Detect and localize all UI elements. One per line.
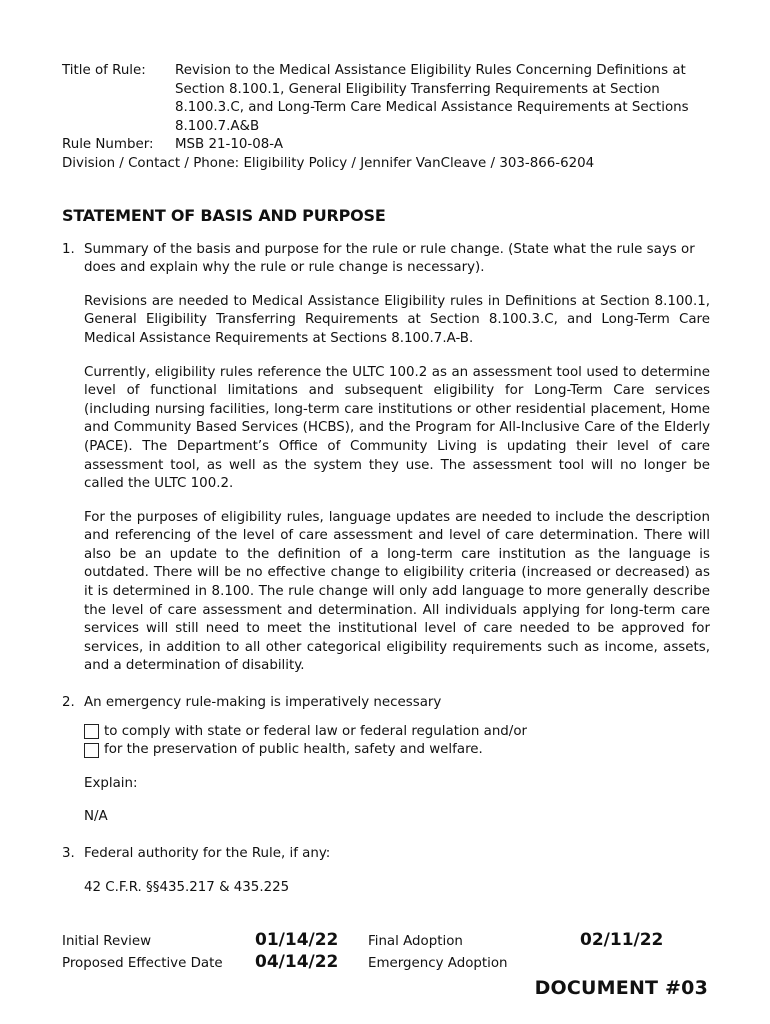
final-adoption-label: Final Adoption: [368, 934, 463, 949]
document-page: [62, 62, 710, 897]
rule-number-row: [62, 136, 710, 155]
explain-value: N/A: [84, 809, 108, 825]
section-heading: STATEMENT OF BASIS AND PURPOSE: [62, 205, 386, 225]
checkbox-label: for the preservation of public health, safety and welfare.: [104, 742, 483, 758]
final-adoption-date: 02/11/22: [580, 930, 664, 950]
title-value: [175, 62, 710, 136]
item-text: Summary of the basis and purpose for the rule or rule change. (State what the rule says or does and explain why the rule or rule change is necessary).: [84, 241, 695, 276]
item-1: [62, 241, 710, 278]
title-label: Title of Rule:: [62, 63, 146, 78]
rule-number-value: MSB 21-10-08-A: [175, 137, 283, 153]
rule-number-label: Rule Number:: [62, 137, 154, 153]
title-row: [62, 62, 710, 136]
paragraph-revisions: Revisions are needed to Medical Assistance Eligibility rules in Definitions at Section 8.100.1, General Eligibility Transferring Requirements at Section 8.100.3.C, and Long-Term Care Medical Assistance Requirements at Sections 8.100.7.A-B.: [84, 293, 710, 346]
footer-row: [62, 952, 710, 974]
item-text: An emergency rule-making is imperatively necessary: [84, 695, 442, 711]
checkbox-row: [84, 723, 710, 742]
public-health-checkbox[interactable]: [84, 743, 99, 758]
title-line: Revision to the Medical Assistance Eligibility Rules Concerning Definitions at: [175, 63, 686, 78]
division-contact-line: Division / Contact / Phone: Eligibility Policy / Jennifer VanCleave / 303-866-6204: [62, 155, 595, 171]
proposed-effective-label: Proposed Effective Date: [62, 956, 223, 971]
rule-metadata: [62, 62, 710, 174]
paragraph-purposes: For the purposes of eligibility rules, language updates are needed to include the description and referencing of the level of care assessment and level of care determination. There will also be an update to the definition of a long-term care institution as the language is outdated. There will be no effective change to eligibility criteria (increased or decreased) as it is determined in 8.100. The rule change will only add language to more generally describe the level of care assessment and determination. All individuals applying for long-term care services will still need to meet the institutional level of care needed to be approved for services, in addition to all other categorical eligibility requirements such as income, assets, and a determination of disability.: [84, 509, 710, 674]
dates-footer: [62, 930, 710, 974]
title-line: 8.100.3.C, and Long-Term Care Medical Assistance Requirements at Sections: [175, 100, 689, 116]
initial-review-date: 01/14/22: [255, 930, 339, 950]
law-compliance-checkbox[interactable]: [84, 724, 99, 739]
explain-label: Explain:: [84, 775, 138, 791]
item-2: [62, 694, 710, 713]
item-number: 2.: [62, 695, 75, 711]
footer-row: [62, 930, 710, 952]
proposed-effective-date: 04/14/22: [255, 952, 339, 972]
initial-review-label: Initial Review: [62, 934, 152, 949]
emergency-checkboxes: [84, 723, 710, 760]
checkbox-label: to comply with state or federal law or federal regulation and/or: [104, 723, 528, 739]
item-3: [62, 845, 710, 864]
title-line: Section 8.100.1, General Eligibility Transferring Requirements at Section: [175, 81, 660, 97]
checkbox-row: [84, 741, 710, 760]
federal-authority-value: 42 C.F.R. §§435.217 & 435.225: [84, 879, 290, 895]
item-text: Federal authority for the Rule, if any:: [84, 846, 331, 861]
title-line: 8.100.7.A&B: [175, 118, 260, 134]
item-number: 1.: [62, 241, 75, 257]
item-number: 3.: [62, 846, 75, 861]
paragraph-currently: Currently, eligibility rules reference the ULTC 100.2 as an assessment tool used to determine level of functional limitations and subsequent eligibility for Long-Term Care services (including nursing facilities, long-term care institutions or other residential placement, Home and Community Based Services (HCBS), and the Program for All-Inclusive Care of the Elderly (PACE). The Department’s Office of Community Living is updating their level of care assessment tool, as well as the system they use. The assessment tool will no longer be called the ULTC 100.2.: [84, 364, 710, 492]
emergency-adoption-label: Emergency Adoption: [368, 956, 508, 971]
document-id: DOCUMENT #03: [534, 977, 708, 999]
